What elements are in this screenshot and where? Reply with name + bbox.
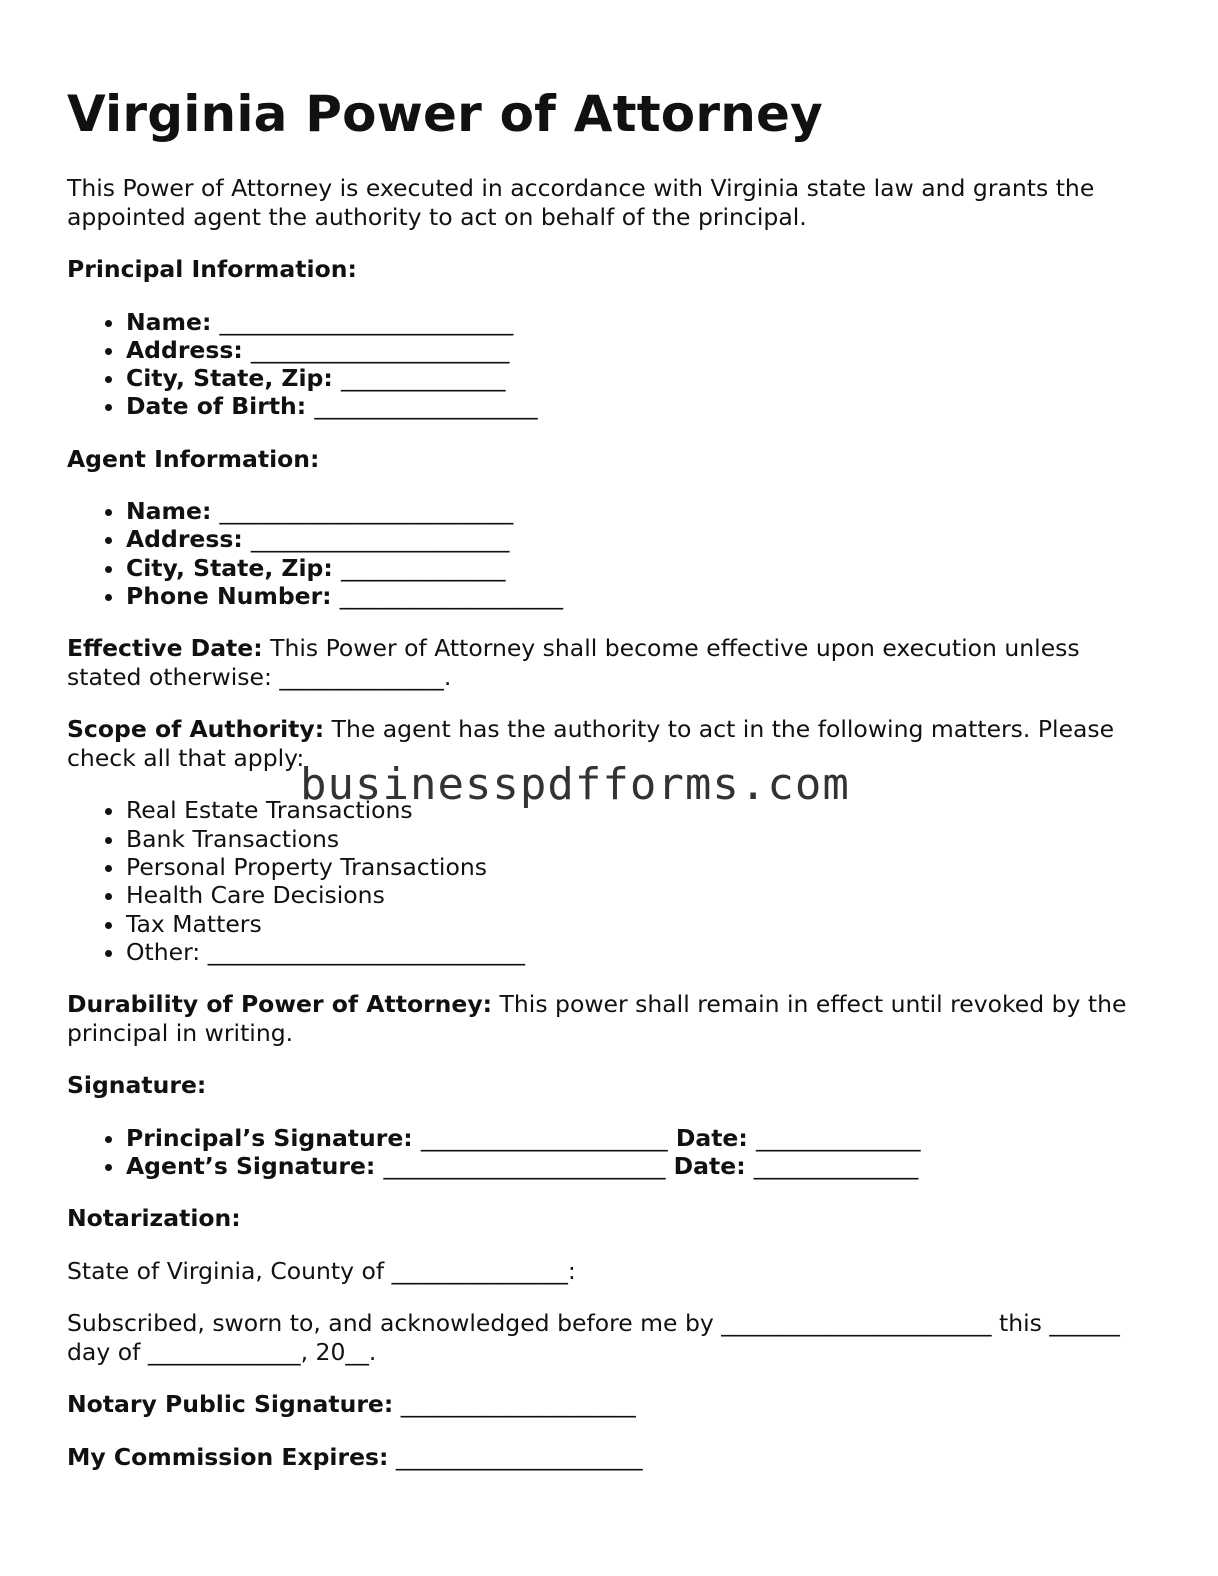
scope-item-tax[interactable]: • Tax Matters: [126, 910, 1157, 938]
commission-expires-field[interactable]: My Commission Expires: _____________________: [67, 1442, 643, 1471]
principal-city-field[interactable]: • City, State, Zip: ______________: [126, 364, 1157, 392]
principal-address-field[interactable]: • Address: ______________________: [126, 336, 1157, 364]
principal-heading: Principal Information:: [67, 255, 357, 283]
notary-signature-field[interactable]: Notary Public Signature: ____________________: [67, 1390, 636, 1419]
agent-phone-field[interactable]: • Phone Number: ___________________: [126, 582, 1157, 610]
principal-dob-field[interactable]: • Date of Birth: ___________________: [126, 392, 1157, 420]
signature-heading: Signature:: [67, 1071, 207, 1100]
agent-city-field[interactable]: • City, State, Zip: ______________: [126, 554, 1157, 582]
agent-heading: Agent Information:: [67, 444, 320, 473]
scope-item-personal-property[interactable]: • Personal Property Transactions: [126, 853, 1157, 881]
document-title: Virginia Power of Attorney: [67, 85, 823, 143]
scope-item-other[interactable]: • Other: ___________________________: [126, 938, 1157, 966]
scope-item-bank[interactable]: • Bank Transactions: [126, 825, 1157, 853]
agent-name-field[interactable]: • Name: _________________________: [126, 497, 1157, 525]
agent-signature-field[interactable]: • Agent’s Signature: ________________________ Date: ______________: [126, 1152, 1157, 1180]
scope-item-health-care[interactable]: • Health Care Decisions: [126, 881, 1157, 909]
durability-paragraph: Durability of Power of Attorney: This power shall remain in effect until revoked by the principal in writing.: [67, 990, 1127, 1047]
notary-sworn-line: Subscribed, sworn to, and acknowledged before me by _______________________ this ______ day of _____________, 20__.: [67, 1309, 1120, 1366]
effective-date-paragraph: Effective Date: This Power of Attorney shall become effective upon execution unless stated otherwise: ______________.: [67, 634, 1080, 691]
signature-fields: [67, 1124, 1157, 1181]
principal-name-field[interactable]: • Name: _________________________: [126, 308, 1157, 336]
agent-address-field[interactable]: • Address: ______________________: [126, 525, 1157, 553]
scope-item-real-estate[interactable]: • Real Estate Transactions: [126, 796, 1157, 824]
notarization-heading: Notarization:: [67, 1204, 241, 1233]
intro-paragraph: This Power of Attorney is executed in accordance with Virginia state law and grants the appointed agent the authority to act on behalf of the principal.: [67, 174, 1095, 231]
principal-signature-field[interactable]: • Principal’s Signature: _____________________ Date: ______________: [126, 1124, 1157, 1152]
scope-list: [67, 796, 1157, 966]
agent-fields: [67, 497, 1157, 610]
principal-fields: [67, 308, 1157, 421]
scope-paragraph: Scope of Authority: The agent has the authority to act in the following matters. Please check all that apply:: [67, 715, 1115, 772]
notary-county-line: State of Virginia, County of _______________:: [67, 1256, 576, 1285]
watermark-text: businesspdfforms.com: [300, 759, 850, 810]
